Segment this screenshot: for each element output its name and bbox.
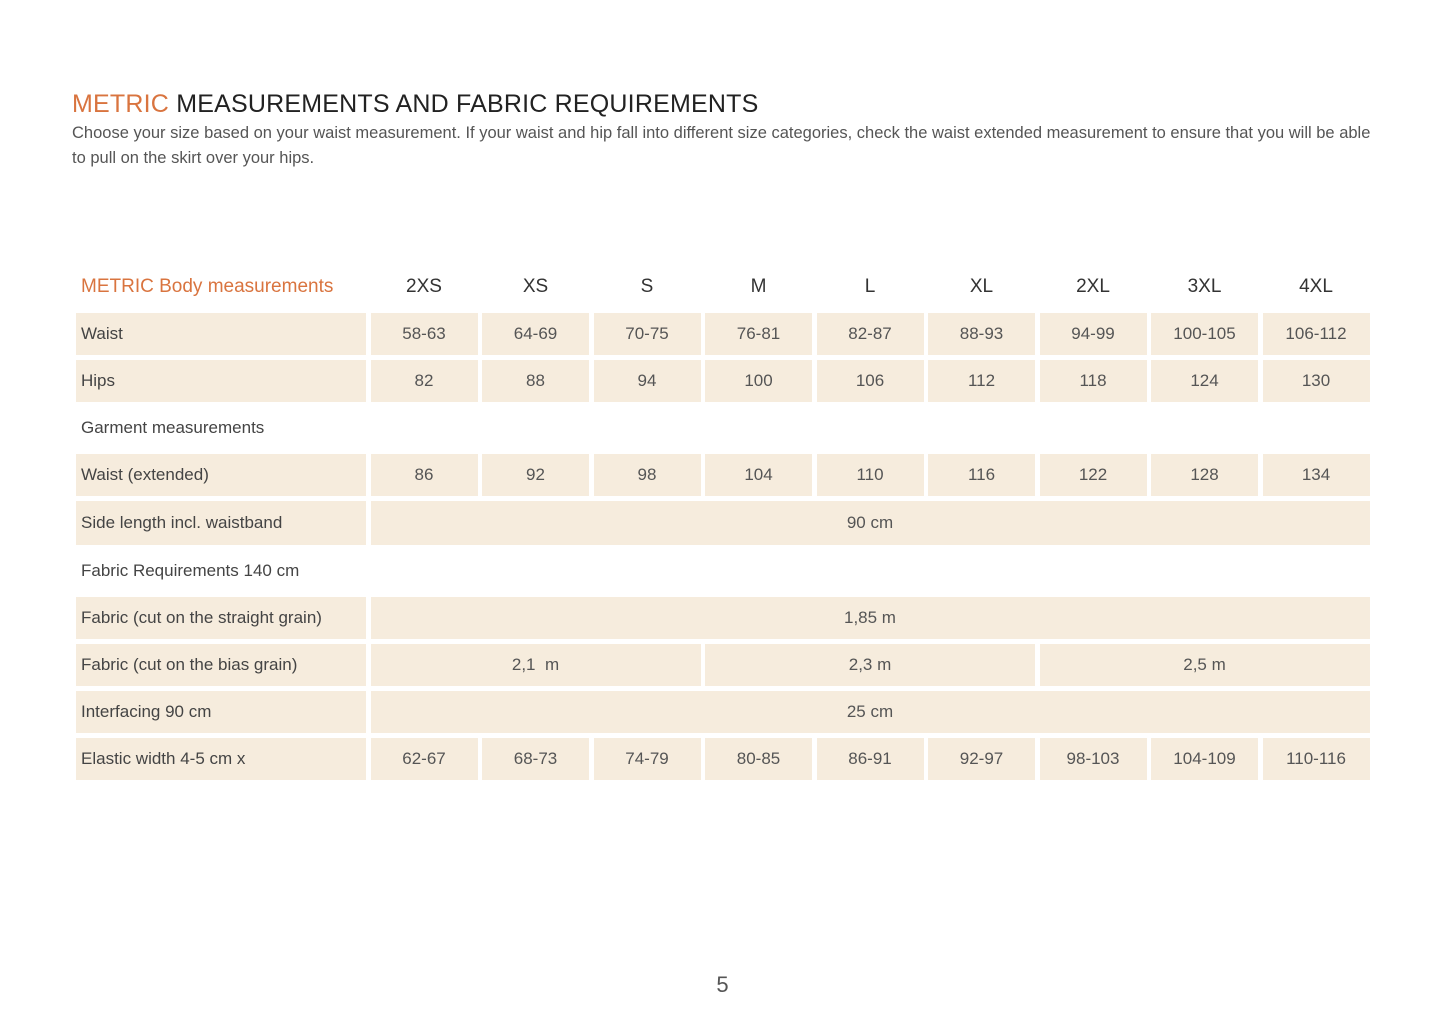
table-cell: 104-109 — [1151, 738, 1258, 780]
table-cell: 58-63 — [371, 313, 478, 355]
table-cell: 130 — [1263, 360, 1370, 402]
size-header: L — [864, 276, 876, 297]
size-header: XL — [969, 276, 994, 297]
table-cell: 92-97 — [928, 738, 1035, 780]
table-cell-merged: 2,5 m — [1040, 644, 1370, 686]
table-cell: 70-75 — [594, 313, 701, 355]
table-cell: 88-93 — [928, 313, 1035, 355]
table-cell-merged: 2,3 m — [705, 644, 1035, 686]
table-cell: 86 — [371, 454, 478, 496]
intro-text: Choose your size based on your waist measurement. If your waist and hip fall into different size categories, check the waist extended measurement to ensure that you will be able to pull on the skirt over your hips. — [72, 124, 1371, 167]
table-cell: 86-91 — [817, 738, 924, 780]
row-label-fabric-bias: Fabric (cut on the bias grain) — [76, 644, 366, 686]
table-cell: 82 — [371, 360, 478, 402]
section-fabric-requirements: Fabric Requirements 140 cm — [81, 561, 300, 580]
table-cell: 92 — [482, 454, 589, 496]
table-cell: 122 — [1040, 454, 1147, 496]
row-label-interfacing: Interfacing 90 cm — [76, 691, 366, 733]
table-cell: 82-87 — [817, 313, 924, 355]
table-cell: 100 — [705, 360, 812, 402]
size-header: S — [640, 276, 654, 297]
size-header: XS — [522, 276, 549, 297]
table-cell: 128 — [1151, 454, 1258, 496]
table-header-label: METRIC Body measurements — [81, 276, 334, 297]
page-number: 5 — [716, 972, 729, 997]
table-cell: 110-116 — [1263, 738, 1370, 780]
table-cell-merged: 1,85 m — [371, 597, 1370, 639]
table-cell: 134 — [1263, 454, 1370, 496]
table-cell: 64-69 — [482, 313, 589, 355]
table-cell: 124 — [1151, 360, 1258, 402]
table-cell: 94 — [594, 360, 701, 402]
table-cell-merged: 25 cm — [371, 691, 1370, 733]
size-header: 2XS — [406, 276, 442, 297]
table-cell: 110 — [817, 454, 924, 496]
page-title — [72, 90, 758, 119]
table-cell: 88 — [482, 360, 589, 402]
table-cell-merged: 2,1 m — [371, 644, 701, 686]
row-label-elastic: Elastic width 4-5 cm x — [76, 738, 366, 780]
row-label-hips: Hips — [76, 360, 366, 402]
row-label-side-length: Side length incl. waistband — [76, 501, 366, 545]
table-cell: 116 — [928, 454, 1035, 496]
table-cell: 94-99 — [1040, 313, 1147, 355]
table-cell: 104 — [705, 454, 812, 496]
size-header: 4XL — [1299, 276, 1333, 297]
size-header: 3XL — [1187, 276, 1222, 297]
size-chart-table — [76, 266, 1370, 780]
table-cell: 100-105 — [1151, 313, 1258, 355]
title-accent: METRIC — [72, 90, 170, 118]
row-label-waist-extended: Waist (extended) — [76, 454, 366, 496]
table-cell: 98-103 — [1040, 738, 1147, 780]
table-cell: 76-81 — [705, 313, 812, 355]
table-cell: 106 — [817, 360, 924, 402]
table-cell: 112 — [928, 360, 1035, 402]
section-garment-measurements: Garment measurements — [81, 418, 265, 437]
size-header: M — [750, 276, 767, 297]
table-cell: 62-67 — [371, 738, 478, 780]
table-cell-merged: 90 cm — [371, 501, 1370, 545]
table-cell: 74-79 — [594, 738, 701, 780]
table-cell: 98 — [594, 454, 701, 496]
size-header: 2XL — [1076, 276, 1110, 297]
row-label-fabric-straight: Fabric (cut on the straight grain) — [76, 597, 366, 639]
title-rest: MEASUREMENTS AND FABRIC REQUIREMENTS — [176, 90, 759, 118]
table-cell: 80-85 — [705, 738, 812, 780]
table-cell: 106-112 — [1263, 313, 1370, 355]
row-label-waist: Waist — [76, 313, 366, 355]
table-cell: 118 — [1040, 360, 1147, 402]
table-cell: 68-73 — [482, 738, 589, 780]
